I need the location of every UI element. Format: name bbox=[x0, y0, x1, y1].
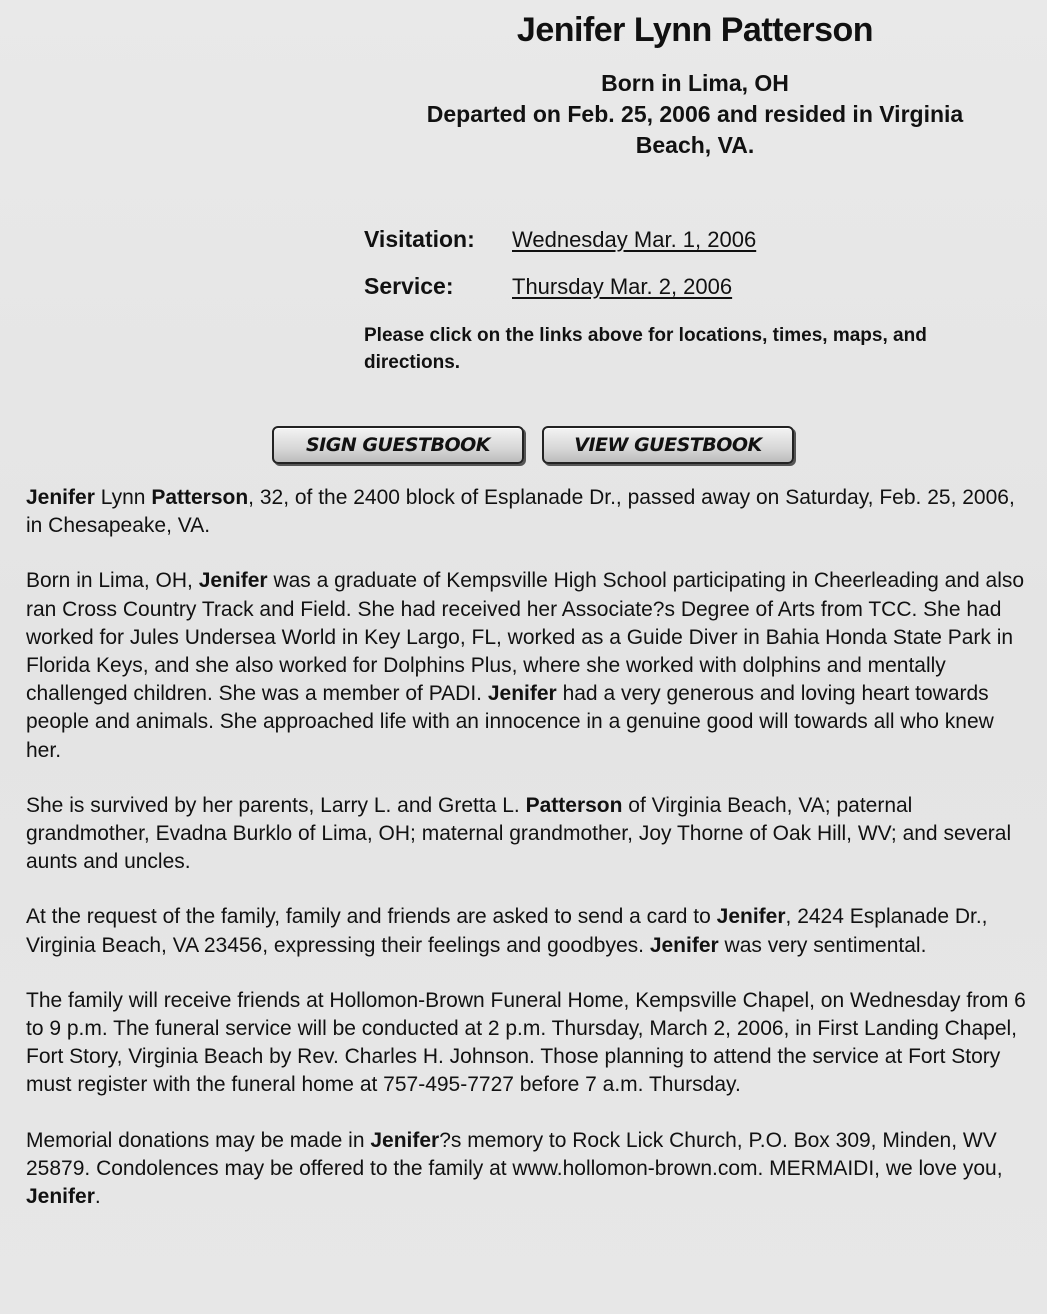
sign-guestbook-button[interactable]: SIGN GUESTBOOK bbox=[272, 426, 524, 464]
obituary-paragraph-6: Memorial donations may be made in Jenifer?s memory to Rock Lick Church, P.O. Box 309, Minden, WV 25879. Condolences may be offered to the family at www.hollomon-brown.com. MERMAIDI, we love you, Jenifer. bbox=[26, 1128, 1003, 1209]
service-link[interactable]: Thursday Mar. 2, 2006 bbox=[512, 274, 733, 299]
obituary-text bbox=[26, 484, 1031, 1238]
visitation-row bbox=[364, 226, 1024, 273]
obituary-paragraph-3: She is survived by her parents, Larry L. and Gretta L. Patterson of Virginia Beach, VA; paternal grandmother, Evadna Burklo of Lima, OH; maternal grandmother, Joy Thorne of Oak Hill, WV; and several aunts and uncles. bbox=[26, 793, 1012, 874]
service-row bbox=[364, 273, 1024, 320]
birth-death-info bbox=[360, 68, 1030, 161]
obituary-paragraph-5: The family will receive friends at Hollomon-Brown Funeral Home, Kempsville Chapel, on Wednesday from 6 to 9 p.m. The funeral service will be conducted at 2 p.m. Thursday, March 2, 2006, in First Landing Chapel, Fort Story, Virginia Beach by Rev. Charles H. Johnson. Those planning to attend the service at Fort Story must register with the funeral home at 757-495-7727 before 7 a.m. Thursday. bbox=[26, 988, 1026, 1097]
service-label: Service: bbox=[364, 273, 454, 299]
departed-line-2: Beach, VA. bbox=[635, 132, 755, 158]
obituary-paragraph-2: Born in Lima, OH, Jenifer was a graduate of Kempsville High School participating in Cheerleading and also ran Cross Country Track and Field. She had received her Associate?s Degree of Arts from TCC. She had worked for Jules Undersea World in Key Largo, FL, worked as a Guide Diver in Bahia Honda State Park in Florida Keys, and she also worked for Dolphins Plus, where she worked with dolphins and mentally challenged children. She was a member of PADI. Jenifer had a very generous and loving heart towards people and animals. She approached life with an innocence in a genuine good will towards all who knew her. bbox=[26, 569, 1025, 762]
obituary-paragraph-4: At the request of the family, family and friends are asked to send a card to Jenifer, 2424 Esplanade Dr., Virginia Beach, VA 23456, expressing their feelings and goodbyes. Jenifer was very sentimental. bbox=[26, 905, 988, 957]
event-schedule bbox=[364, 226, 1024, 376]
event-instructions: Please click on the links above for locations, times, maps, and directions. bbox=[364, 325, 927, 373]
visitation-label: Visitation: bbox=[364, 226, 475, 252]
born-line: Born in Lima, OH bbox=[601, 70, 789, 96]
departed-line-1: Departed on Feb. 25, 2006 and resided in Virginia bbox=[426, 101, 964, 127]
guestbook-buttons bbox=[272, 426, 794, 464]
obituary-header bbox=[360, 8, 1030, 161]
visitation-link[interactable]: Wednesday Mar. 1, 2006 bbox=[512, 227, 757, 252]
view-guestbook-button[interactable]: VIEW GUESTBOOK bbox=[542, 426, 794, 464]
obituary-paragraph-1: Jenifer Lynn Patterson, 32, of the 2400 block of Esplanade Dr., passed away on Saturday, Feb. 25, 2006, in Chesapeake, VA. bbox=[26, 486, 1015, 538]
deceased-name: Jenifer Lynn Patterson bbox=[516, 11, 874, 49]
